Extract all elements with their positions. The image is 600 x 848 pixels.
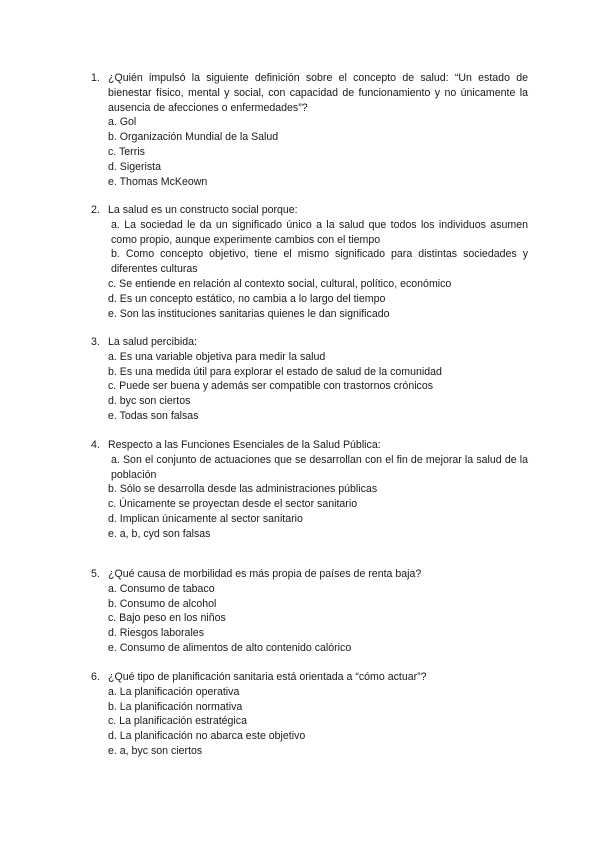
option-d: d. La planificación no abarca este objetivo [108,730,306,743]
question-text: ¿Qué tipo de planificación sanitaria está orientada a “cómo actuar”? [108,671,427,683]
options-list [108,218,528,322]
option-a: a. Consumo de tabaco [108,582,215,595]
question-text: La salud percibida: [108,336,197,348]
option-d: d. Implican únicamente al sector sanitario [108,512,303,525]
option-e: e. Todas son falsas [108,409,199,422]
question-6 [91,670,528,759]
option-d: d. Riesgos laborales [108,627,204,640]
question-3 [91,335,528,424]
option-e: e. Consumo de alimentos de alto contenido calórico [108,641,352,654]
options-list [108,453,528,542]
option-a-text: a. Son el conjunto de actuaciones que se desarrollan con el fin de mejorar la salud de la población [111,453,528,481]
option-b: b. La planificación normativa [108,700,243,713]
option-e: e. a, b, cyd son falsas [108,527,211,540]
option-c: c. Bajo peso en los niños [108,612,226,625]
option-c: c. La planificación estratégica [108,715,247,728]
option-a: a. La planificación operativa [108,685,240,698]
option-b: b. Es una medida útil para explorar el estado de salud de la comunidad [108,365,442,378]
option-a: a. Gol [108,116,137,129]
option-c: c. Terris [108,145,145,158]
option-b: b. Consumo de alcohol [108,597,217,610]
question-number: 4. [91,439,100,451]
option-b: b. Sólo se desarrolla desde las administraciones públicas [108,483,378,496]
question-1 [91,71,528,189]
question-text: ¿Qué causa de morbilidad es más propia de países de renta baja? [108,568,422,580]
question-number: 3. [91,336,100,348]
option-d: d. byc son ciertos [108,395,191,408]
option-e: e. a, byc son ciertos [108,744,203,757]
question-number: 5. [91,568,100,580]
question-4 [91,438,528,542]
option-c: c. Se entiende en relación al contexto social, cultural, político, económico [108,277,452,290]
option-a [91,218,528,248]
options-list [108,115,528,189]
question-number: 6. [91,671,100,683]
question-text: La salud es un constructo social porque: [108,204,298,216]
question-5 [91,567,528,656]
question-number: 1. [91,72,100,84]
option-c: c. Únicamente se proyectan desde el sector sanitario [108,498,358,511]
option-e: e. Son las instituciones sanitarias quienes le dan significado [108,307,390,320]
question-number: 2. [91,204,100,216]
option-a-text: a. La sociedad le da un significado único a la salud que todos los individuos asumen como propio, aunque experimente cambios con el tiempo [111,218,528,246]
option-c: c. Puede ser buena y además ser compatible con trastornos crónicos [108,380,434,393]
options-list [108,350,528,424]
option-d: d. Sigerista [108,160,161,173]
option-d: d. Es un concepto estático, no cambia a lo largo del tiempo [108,292,386,305]
question-2 [91,203,528,321]
option-a [91,453,528,483]
option-e: e. Thomas McKeown [108,175,208,188]
option-a: a. Es una variable objetiva para medir la salud [108,350,326,363]
option-b [91,247,528,277]
option-b: b. Organización Mundial de la Salud [108,131,279,144]
option-b-text: b. Como concepto objetivo, tiene el mismo significado para distintas sociedades y diferentes culturas [111,248,528,276]
question-text: ¿Quién impulsó la siguiente definición sobre el concepto de salud: “Un estado de bienestar físico, mental y social, con capacidad de funcionamiento y no únicamente la ausencia de afecciones o enfermedades”? [108,72,528,114]
options-list [108,685,528,759]
question-text: Respecto a las Funciones Esenciales de la Salud Pública: [108,439,381,451]
options-list [108,582,528,656]
